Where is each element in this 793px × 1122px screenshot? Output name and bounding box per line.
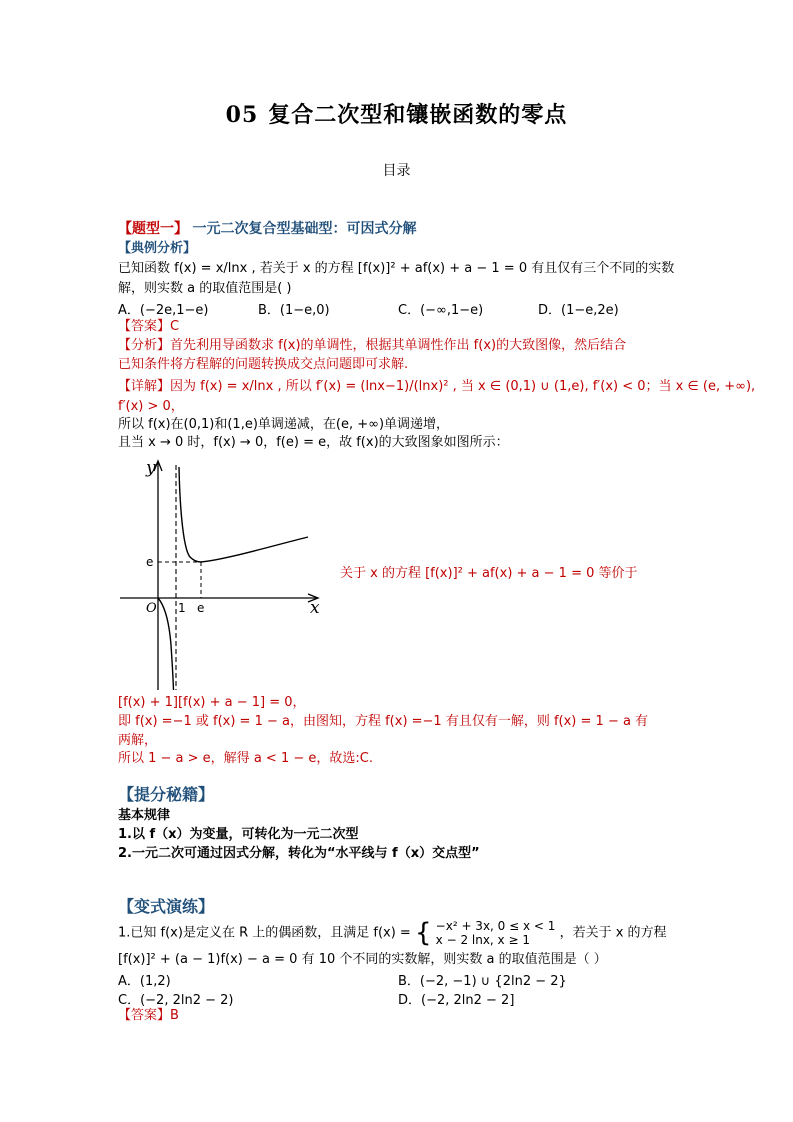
- y-axis-label: y: [146, 458, 156, 478]
- section1-title: 一元二次复合型基础型：可因式分解: [192, 221, 417, 237]
- section1-heading: [118, 220, 416, 238]
- left-branch-curve: [158, 598, 174, 690]
- after-line3: 两解，: [118, 733, 158, 748]
- after-line2: 即 f(x) =−1 或 f(x) = 1 − a，由图知，方程 f(x) =−1 有且仅有一解，则 f(x) = 1 − a 有: [118, 714, 649, 729]
- after-line4: 所以 1 − a > e，解得 a < 1 − e，故选:C.: [118, 751, 373, 766]
- practice1-text-b: ，若关于 x 的方程: [559, 925, 667, 941]
- rule1: 1.以 f（x）为变量，可转化为一元二次型: [118, 827, 359, 842]
- practice1-text-a: 1.已知 f(x)是定义在 R 上的偶函数，且满足 f(x) =: [118, 925, 411, 941]
- question1-line1: 已知函数 f(x) = x/lnx , 若关于 x 的方程 [f(x)]² + af(x) + a − 1 = 0 有且仅有三个不同的实数: [118, 261, 675, 276]
- detail-line2: f′(x) > 0，: [118, 399, 184, 414]
- title-text: 复合二次型和镶嵌函数的零点: [268, 102, 568, 128]
- q1-option-a: A．(−2e,1−e): [118, 303, 209, 318]
- page-title: [0, 98, 793, 129]
- p1-option-a: A．(1,2): [118, 974, 171, 989]
- p1-option-d: D．(−2, 2ln2 − 2]: [398, 993, 515, 1008]
- after-line1: [f(x) + 1][f(x) + a − 1] = 0，: [118, 695, 306, 710]
- practice1-line2: [f(x)]² + (a − 1)f(x) − a = 0 有 10 个不同的实数解，则实数 a 的取值范围是（ ）: [118, 952, 607, 967]
- answer1: 【答案】C: [118, 319, 180, 334]
- title-number: 05: [225, 102, 259, 128]
- right-branch-curve: [179, 467, 308, 562]
- detail-line4: 且当 x → 0 时，f(x) → 0，f(e) = e，故 f(x)的大致图象如图所示：: [118, 435, 509, 450]
- e-x-label: e: [197, 601, 205, 615]
- function-graph: [118, 455, 328, 695]
- piece1: −x² + 3x, 0 ≤ x < 1: [435, 919, 556, 933]
- origin-label: O: [146, 601, 157, 616]
- piecewise-brace: {: [414, 918, 432, 948]
- practice1-line1: [118, 918, 667, 949]
- toc-heading: 目录: [382, 163, 411, 179]
- detail-line1: 【详解】因为 f(x) = x/lnx , 所以 f′(x) = (lnx−1)/(lnx)² , 当 x ∈ (0,1) ∪ (1,e), f′(x) < 0；当 x ∈ (e, +∞),: [118, 379, 756, 394]
- analysis-line1: 【分析】首先利用导函数求 f(x)的单调性，根据其单调性作出 f(x)的大致图像，然后结合: [118, 338, 627, 353]
- e-y-label: e: [146, 555, 154, 569]
- answer2: 【答案】B: [118, 1008, 179, 1023]
- example-tag: 【典例分析】: [118, 241, 197, 256]
- p1-option-b: B．(−2, −1) ∪ {2ln2 − 2}: [398, 974, 567, 989]
- piece2: x − 2 lnx, x ≥ 1: [435, 933, 530, 947]
- p1-option-c: C．(−2, 2ln2 − 2): [118, 993, 234, 1008]
- question1-line2: 解，则实数 a 的取值范围是( ): [118, 281, 292, 296]
- rule2: 2.一元二次可通过因式分解，转化为“水平线与 f（x）交点型”: [118, 846, 480, 861]
- equiv-text: 关于 x 的方程 [f(x)]² + af(x) + a − 1 = 0 等价于: [340, 566, 638, 581]
- section1-tag: 【题型一】: [118, 221, 188, 237]
- q1-option-b: B．(1−e,0): [258, 303, 330, 318]
- practice-tag: 【变式演练】: [118, 897, 215, 916]
- one-label: 1: [178, 601, 186, 615]
- tips-tag: 【提分秘籍】: [118, 785, 215, 804]
- detail-line3: 所以 f(x)在(0,1)和(1,e)单调递减，在(e, +∞)单调递增，: [118, 417, 450, 432]
- piecewise-definition: [436, 919, 556, 947]
- x-axis-label: x: [310, 598, 320, 618]
- analysis-line2: 已知条件将方程解的问题转换成交点问题即可求解.: [118, 357, 409, 372]
- q1-option-c: C．(−∞,1−e): [398, 303, 484, 318]
- q1-option-d: D．(1−e,2e): [538, 303, 619, 318]
- rule-title: 基本规律: [118, 808, 171, 823]
